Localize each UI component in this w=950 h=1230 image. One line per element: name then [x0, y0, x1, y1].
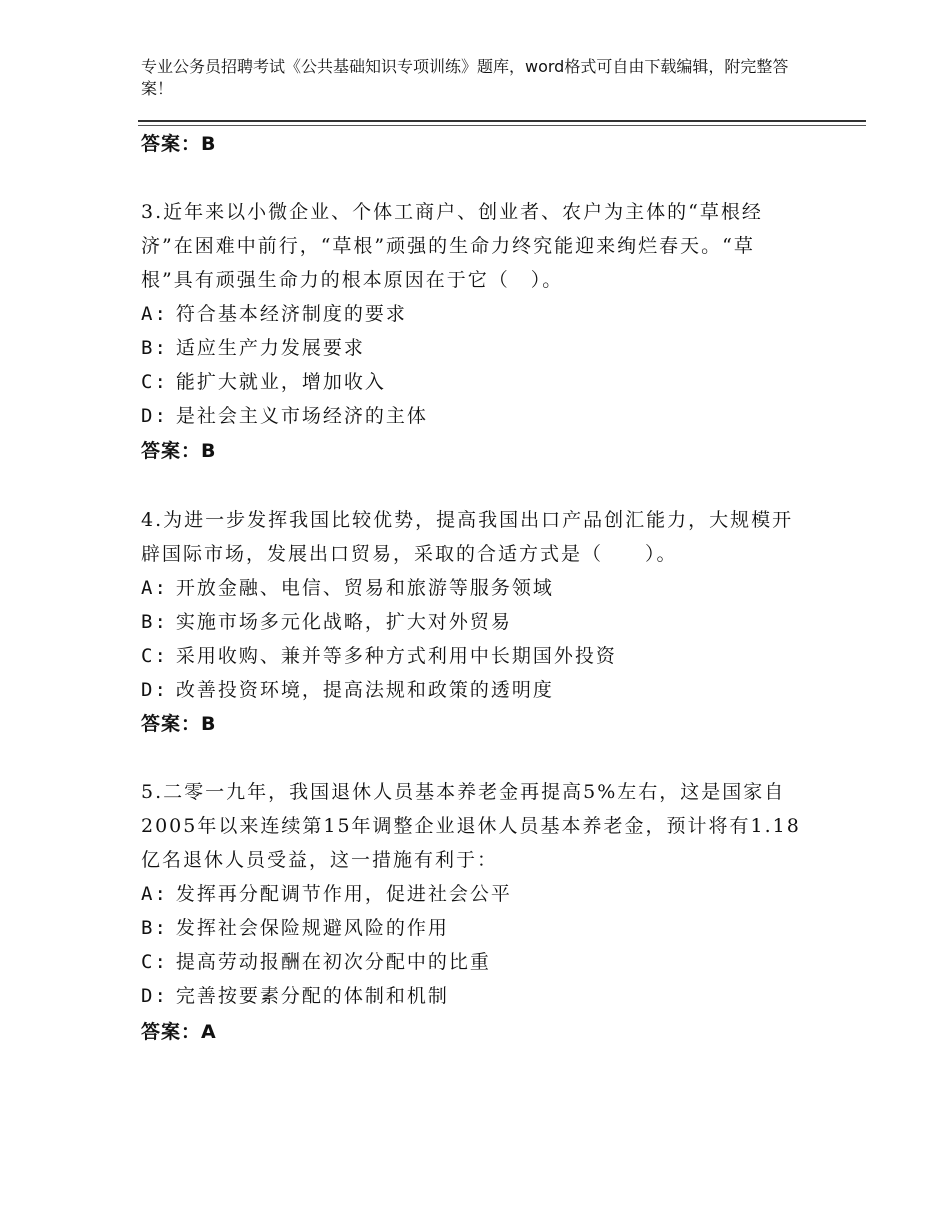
- question-stem: 5.二零一九年，我国退休人员基本养老金再提高5%左右，这是国家自2005年以来连续第15年调整企业退休人员基本养老金，预计将有1.18亿名退休人员受益，这一措施有利于：: [141, 781, 801, 871]
- option-c: [141, 945, 811, 979]
- option-letter: B:: [141, 611, 168, 633]
- option-letter: C:: [141, 951, 168, 973]
- option-d: [141, 979, 811, 1013]
- header-divider-thin: [138, 125, 866, 126]
- option-letter: C:: [141, 371, 168, 393]
- page-header: 专业公务员招聘考试《公共基础知识专项训练》题库，word格式可自由下载编辑，附完整答案！: [141, 57, 789, 98]
- question-stem: 4.为进一步发挥我国比较优势，提高我国出口产品创汇能力，大规模开辟国际市场，发展出口贸易，采取的合适方式是（ ）。: [141, 509, 794, 565]
- option-text: 改善投资环境，提高法规和政策的透明度: [167, 679, 554, 701]
- option-letter: D:: [141, 405, 168, 427]
- option-c: [141, 365, 811, 399]
- answer-label: 答案：B: [141, 440, 217, 462]
- option-text: 能扩大就业，增加收入: [167, 371, 386, 393]
- option-b: [141, 911, 811, 945]
- option-text: 采用收购、兼并等多种方式利用中长期国外投资: [167, 645, 617, 667]
- option-text: 符合基本经济制度的要求: [167, 303, 407, 325]
- option-text: 发挥社会保险规避风险的作用: [167, 917, 449, 939]
- question-5: [141, 775, 811, 1013]
- option-text: 开放金融、电信、贸易和旅游等服务领域: [167, 577, 554, 599]
- option-a: [141, 877, 811, 911]
- option-d: [141, 399, 811, 433]
- answer-label: 答案：B: [141, 133, 217, 155]
- option-b: [141, 605, 811, 639]
- option-letter: D:: [141, 679, 168, 701]
- question-4: [141, 503, 811, 707]
- option-text: 完善按要素分配的体制和机制: [167, 985, 449, 1007]
- option-letter: B:: [141, 917, 168, 939]
- option-text: 是社会主义市场经济的主体: [167, 405, 428, 427]
- header-divider-thick: [138, 120, 866, 122]
- answer-label: 答案：A: [141, 1021, 217, 1043]
- option-text: 适应生产力发展要求: [167, 337, 365, 359]
- option-letter: A:: [141, 577, 168, 599]
- option-letter: D:: [141, 985, 168, 1007]
- option-letter: B:: [141, 337, 168, 359]
- option-letter: A:: [141, 303, 168, 325]
- option-text: 实施市场多元化战略，扩大对外贸易: [167, 611, 512, 633]
- option-b: [141, 331, 811, 365]
- option-text: 发挥再分配调节作用，促进社会公平: [167, 883, 512, 905]
- option-c: [141, 639, 811, 673]
- question-3: [141, 195, 811, 433]
- option-a: [141, 571, 811, 605]
- answer-label: 答案：B: [141, 713, 217, 735]
- option-text: 提高劳动报酬在初次分配中的比重: [167, 951, 491, 973]
- option-letter: C:: [141, 645, 168, 667]
- option-letter: A:: [141, 883, 168, 905]
- option-d: [141, 673, 811, 707]
- option-a: [141, 297, 811, 331]
- question-stem: 3.近年来以小微企业、个体工商户、创业者、农户为主体的“草根经济”在困难中前行，“草根”顽强的生命力终究能迎来绚烂春天。“草根”具有顽强生命力的根本原因在于它（ ）。: [141, 201, 763, 291]
